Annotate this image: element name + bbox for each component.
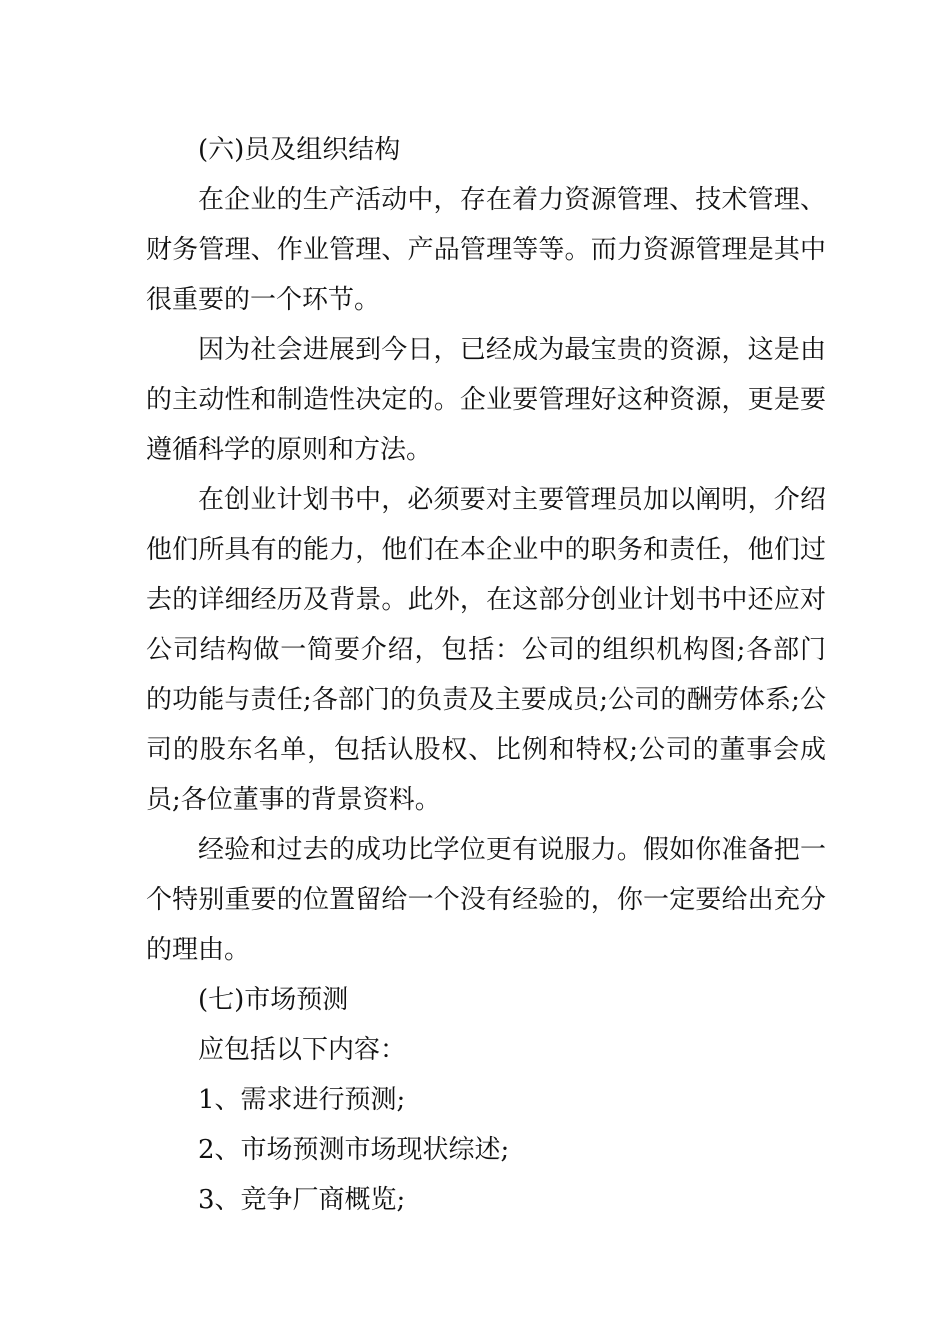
section-heading-market-forecast: (七)市场预测 — [198, 985, 349, 1015]
list-item: 1、需求进行预测; — [198, 1085, 406, 1115]
paragraph-management-team: 在创业计划书中，必须要对主要管理员加以阐明，介绍他们所具有的能力，他们在本企业中的职务和责任，他们过去的详细经历及背景。此外，在这部分创业计划书中还应对公司结构做一简要介绍，包括：公司的组织机构图;各部门的功能与责任;各部门的负责及主要成员;公司的酬劳体系;公司的股东名单，包括认股权、比例和特权;公司的董事会成员;各位董事的背景资料。 — [146, 485, 826, 815]
list-item: 2、市场预测市场现状综述; — [198, 1135, 510, 1165]
list-item: 3、竞争厂商概览; — [198, 1185, 406, 1215]
paragraph-resource-value: 因为社会进展到今日，已经成为最宝贵的资源，这是由的主动性和制造性决定的。企业要管理好这种资源，更是要遵循科学的原则和方法。 — [146, 335, 826, 465]
paragraph-experience: 经验和过去的成功比学位更有说服力。假如你准备把一个特别重要的位置留给一个没有经验的，你一定要给出充分的理由。 — [146, 835, 826, 965]
document-body — [146, 125, 826, 1225]
section-heading-personnel: (六)员及组织结构 — [198, 135, 401, 165]
paragraph-contents-intro: 应包括以下内容： — [198, 1035, 407, 1065]
paragraph-hr-management: 在企业的生产活动中，存在着力资源管理、技术管理、财务管理、作业管理、产品管理等等。而力资源管理是其中很重要的一个环节。 — [146, 185, 826, 315]
